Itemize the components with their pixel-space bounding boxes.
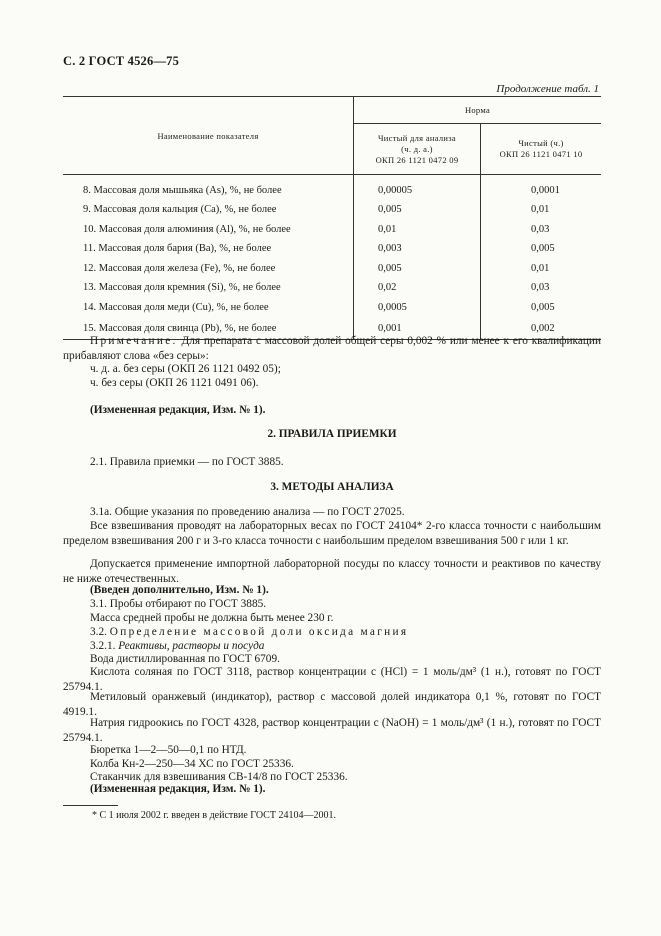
table-note: Примечание. Для препарата с массовой долей общей серы 0,002 % или менее к его квалификации прибавляют слова «без серы»:	[63, 335, 601, 362]
paragraph: Натрия гидроокись по ГОСТ 4328, раствор концентрации c (NaOH) = 1 моль/дм³ (1 н.), готовят по ГОСТ 25794.1.	[63, 717, 601, 744]
table-continuation-label: Продолжение табл. 1	[496, 83, 599, 95]
section-heading: 2. ПРАВИЛА ПРИЕМКИ	[267, 428, 397, 440]
column-header-norm: Норма	[354, 97, 602, 124]
note-line: ч. д. а. без серы (ОКП 26 1121 0492 05);	[90, 363, 281, 375]
paragraph: Метиловый оранжевый (индикатор), раствор с массовой долей индикатора 0,1 %, готовят по ГОСТ 4919.1.	[63, 691, 601, 718]
table-row: 12. Массовая доля железа (Fe), %, не более 0,005 0,01	[63, 259, 601, 279]
paragraph: Вода дистиллированная по ГОСТ 6709.	[90, 653, 280, 665]
paragraph: Кислота соляная по ГОСТ 3118, раствор концентрации c (HCl) = 1 моль/дм³ (1 н.), готовят по ГОСТ 25794.1.	[63, 666, 601, 693]
footnote: * С 1 июля 2002 г. введен в действие ГОСТ 24104—2001.	[92, 810, 336, 821]
column-header-analytical-grade: Чистый для анализа (ч. д. а.) ОКП 26 1121 0472 09	[354, 124, 481, 175]
table-row: 15. Массовая доля свинца (Pb), %, не более 0,001 0,002	[63, 317, 601, 340]
table-row: 11. Массовая доля бария (Ba), %, не более 0,003 0,005	[63, 239, 601, 259]
paragraph: Колба Кн-2—250—34 ХС по ГОСТ 25336.	[90, 758, 294, 770]
page-header: С. 2 ГОСТ 4526—75	[63, 54, 180, 68]
footnote-divider	[63, 805, 118, 806]
subsection-heading: 3.2. Определение массовой доли оксида магния	[90, 626, 409, 638]
paragraph: Бюретка 1—2—50—0,1 по НТД.	[90, 744, 247, 756]
paragraph: Стаканчик для взвешивания СВ-14/8 по ГОСТ 25336.	[90, 771, 348, 783]
edition-note: (Измененная редакция, Изм. № 1).	[90, 783, 266, 795]
edition-note: (Введен дополнительно, Изм. № 1).	[90, 584, 269, 596]
paragraph: Все взвешивания проводят на лабораторных весах по ГОСТ 24104* 2-го класса точности с наибольшим пределом взвешивания 200 г и 3-го класса точности с наибольшим пределом взвешивания 500 г или 1 кг.	[63, 520, 601, 547]
column-header-pure-grade: Чистый (ч.) ОКП 26 1121 0471 10	[481, 124, 602, 175]
table-row: 8. Массовая доля мышьяка (As), %, не более 0,00005 0,0001	[63, 181, 601, 201]
norms-table	[63, 96, 601, 340]
subsection-heading: 3.2.1. Реактивы, растворы и посуда	[90, 640, 265, 652]
paragraph: 3.1. Пробы отбирают по ГОСТ 3885.	[90, 598, 267, 610]
table-row: 10. Массовая доля алюминия (Al), %, не более 0,01 0,03	[63, 220, 601, 240]
table-row: 14. Массовая доля меди (Cu), %, не более 0,0005 0,005	[63, 298, 601, 318]
table-row: 9. Массовая доля кальция (Ca), %, не более 0,005 0,01	[63, 200, 601, 220]
note-line: ч. без серы (ОКП 26 1121 0491 06).	[90, 377, 259, 389]
column-header-name: Наименование показателя	[63, 97, 354, 175]
paragraph: Масса средней пробы не должна быть менее 230 г.	[90, 612, 334, 624]
table-row: 13. Массовая доля кремния (Si), %, не более 0,02 0,03	[63, 278, 601, 298]
section-heading: 3. МЕТОДЫ АНАЛИЗА	[270, 481, 394, 493]
paragraph: Допускается применение импортной лабораторной посуды по классу точности и реактивов по качеству не ниже отечественных.	[63, 558, 601, 585]
edition-note: (Измененная редакция, Изм. № 1).	[90, 404, 266, 416]
paragraph: 3.1а. Общие указания по проведению анализа — по ГОСТ 27025.	[90, 506, 405, 518]
paragraph: 2.1. Правила приемки — по ГОСТ 3885.	[90, 456, 284, 468]
